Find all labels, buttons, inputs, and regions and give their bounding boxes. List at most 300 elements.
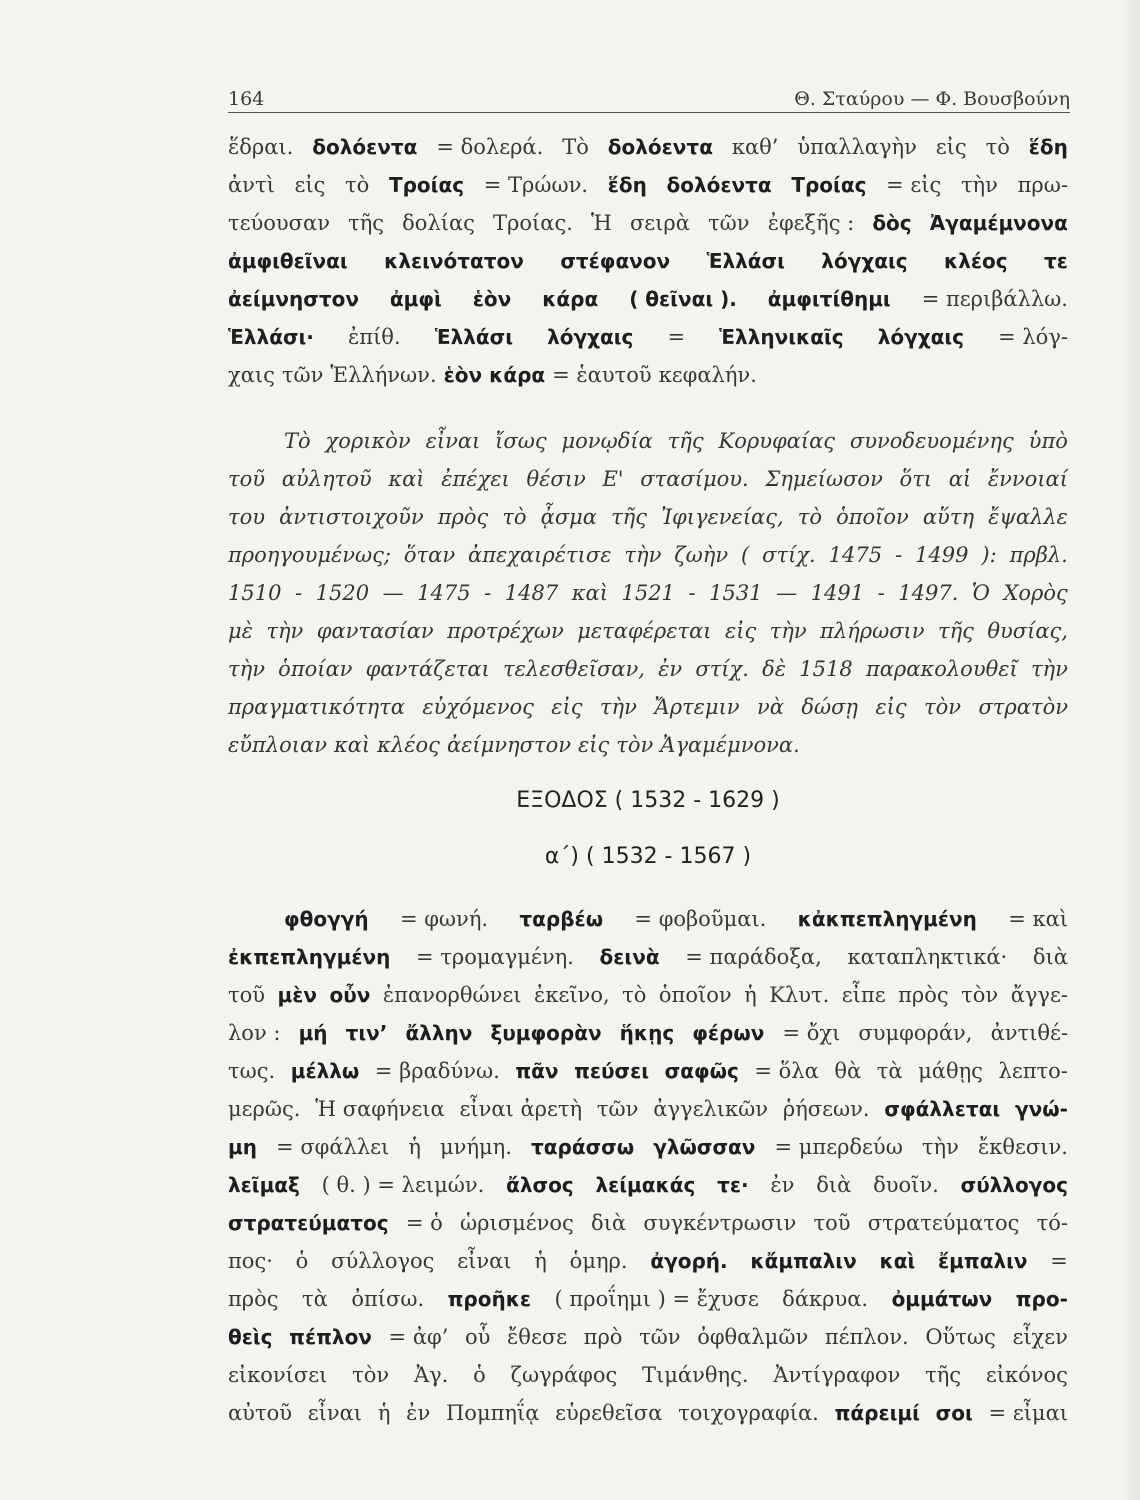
lemma-term: τιν’	[345, 1021, 388, 1045]
gloss-text: διὰ	[816, 1173, 852, 1197]
italic-word: εἰς	[875, 695, 907, 719]
lemma-term: πέπλον	[289, 1325, 372, 1349]
gloss-text: ὁποῖον	[658, 983, 732, 1007]
gloss-text: Κλυτ.	[769, 983, 830, 1007]
italic-word: δώσῃ	[801, 695, 858, 719]
page-number: 164	[228, 88, 265, 110]
italic-line	[228, 650, 1068, 688]
gloss-text: μάθῃς	[918, 1059, 983, 1083]
text-line	[228, 1204, 1068, 1242]
italic-word: εἰς	[724, 619, 757, 643]
italic-word: Ἀγαμέμνονα.	[660, 733, 800, 757]
italic-line	[228, 688, 1068, 726]
gloss-text: = δολερά.	[436, 135, 544, 159]
lemma-term: ἔμπαλιν	[938, 1249, 1028, 1273]
gloss-text: διὰ	[1032, 945, 1068, 969]
gloss-text: = τρομαγμένη.	[416, 945, 574, 969]
gloss-text: πρω-	[1017, 173, 1068, 197]
gloss-text: τῆς	[925, 1363, 962, 1387]
gloss-text: = ὅλα	[754, 1059, 819, 1083]
gloss-text: ὑπαλλαγὴν	[797, 135, 917, 159]
gloss-text: αὐτοῦ	[228, 1401, 292, 1425]
gloss-text: = εἰς	[886, 173, 942, 197]
lemma-term: μη	[228, 1135, 257, 1159]
gloss-text: ἐν	[770, 1173, 795, 1197]
lemma-term: μέλλω	[290, 1059, 360, 1083]
italic-word: αἱ	[948, 467, 972, 491]
gloss-text: = βραδύνω.	[374, 1059, 500, 1083]
italic-word: τὴν	[624, 543, 662, 567]
italic-line	[228, 726, 1068, 764]
gloss-text: ἐπίθ.	[348, 325, 401, 349]
lemma-term: ἑὸν	[472, 287, 512, 311]
lemma-term: στέφανον	[560, 249, 671, 273]
gloss-text: = ἀφ’	[388, 1325, 449, 1349]
italic-word: 1531	[709, 581, 763, 605]
italic-word: ἀείμνηστον	[446, 733, 571, 757]
italic-word: ἴσως	[495, 429, 547, 453]
lemma-term: Ἑλλάσι·	[228, 325, 314, 349]
lemma-term: ἕδη	[1028, 135, 1068, 159]
lemma-term: λόγχαις	[821, 249, 908, 273]
lemma-term: Ἀγαμέμνονα	[929, 211, 1068, 235]
italic-word: θέσιν	[526, 467, 586, 491]
gloss-text: καθ’	[731, 135, 779, 159]
italic-line	[228, 460, 1068, 498]
lemma-term: τε	[1044, 249, 1068, 273]
italic-word: ἐπέχει	[441, 467, 510, 491]
lemma-term: τε·	[717, 1173, 749, 1197]
lemma-term: κἄμπαλιν	[750, 1249, 857, 1273]
gloss-text: μερῶς.	[228, 1097, 301, 1121]
italic-word: εἰς	[577, 733, 610, 757]
italic-word: προηγουμένως;	[228, 543, 391, 567]
lemma-term: κλεινότατον	[384, 249, 524, 273]
italic-word: 1499	[915, 543, 969, 567]
gloss-text: ἕδραι.	[228, 135, 294, 159]
lemma-term: ἀμφὶ	[389, 287, 442, 311]
italic-word: ἀπεχαιρέτισε	[468, 543, 612, 567]
italic-word: στρατὸν	[978, 695, 1068, 719]
italic-word: τὸν	[616, 733, 654, 757]
italic-word: Κορυφαίας	[718, 429, 836, 453]
italic-line	[228, 612, 1068, 650]
italic-word: φαντασίαν	[316, 619, 434, 643]
gloss-text: ἔκθεσιν.	[977, 1135, 1068, 1159]
italic-word: Χορὸς	[1003, 581, 1068, 605]
gloss-text: τοιχογραφία.	[678, 1401, 819, 1425]
gloss-text: ὀφθαλμῶν	[697, 1325, 809, 1349]
gloss-text: ὁ	[473, 1363, 486, 1387]
gloss-text: Οὕτως	[925, 1325, 996, 1349]
gloss-text: τοῦ	[228, 983, 266, 1007]
lemma-term: προῆκε	[447, 1287, 532, 1311]
gloss-text: πρὸ	[583, 1325, 623, 1349]
italic-word: ἀντιστοιχοῦν	[279, 505, 424, 529]
gloss-text: εἶχεν	[1012, 1325, 1068, 1349]
gloss-text: ὡρισμένος	[460, 1211, 574, 1235]
running-title: Θ. Σταύρου — Φ. Βουσβούνη	[794, 88, 1070, 110]
gloss-text: τὰ	[876, 1059, 903, 1083]
italic-word: στίχ.	[762, 543, 816, 567]
lemma-term: ( θεῖναι ).	[629, 287, 737, 311]
italic-word: εἶναι	[425, 429, 481, 453]
italic-word: -	[895, 543, 903, 567]
italic-word: καὶ	[388, 467, 425, 491]
text-line	[228, 1394, 1068, 1432]
gloss-text: πρὸς	[898, 983, 949, 1007]
lemma-term: ταράσσω	[531, 1135, 635, 1159]
gloss-text: εἶναι	[457, 1249, 512, 1273]
gloss-text: τῶν	[281, 363, 324, 387]
gloss-text: ζωγράφος	[510, 1363, 618, 1387]
lemma-term: δεινὰ	[599, 945, 660, 969]
text-line	[228, 128, 1068, 166]
italic-line	[228, 574, 1068, 612]
italic-word: 1475	[417, 581, 471, 605]
italic-word: ὑπὸ	[1028, 429, 1068, 453]
italic-word: συνοδευομένης	[849, 429, 1014, 453]
lemma-term: καὶ	[879, 1249, 916, 1273]
italic-word: ζωὴν	[674, 543, 729, 567]
italic-word: χορικὸν	[325, 429, 411, 453]
lemma-term: κλέος	[944, 249, 1008, 273]
gloss-text: Τροίας.	[493, 211, 573, 235]
gloss-text: Τὸ	[562, 135, 589, 159]
lemma-term: κάρα	[542, 287, 599, 311]
gloss-text: ῥήσεων.	[782, 1097, 870, 1121]
gloss-text: ἐπανορθώνει	[382, 983, 522, 1007]
italic-word: -	[294, 581, 303, 605]
gloss-text: = περιβάλλω.	[921, 287, 1068, 311]
italic-word: κλέος	[377, 733, 440, 757]
gloss-text: τὸν	[352, 1363, 390, 1387]
italic-word: ὁποῖον	[836, 505, 909, 529]
italic-word: καὶ	[571, 581, 608, 605]
gloss-text: =	[1050, 1249, 1068, 1273]
italic-word: (	[741, 543, 750, 567]
gloss-text: = εἶμαι	[988, 1401, 1068, 1425]
italic-word: καὶ	[333, 733, 371, 757]
gloss-text: ἐν	[406, 1401, 431, 1425]
gloss-text: ὀπίσω.	[351, 1287, 425, 1311]
lemma-term: σοι	[935, 1401, 973, 1425]
italic-line	[228, 422, 1068, 460]
lemma-term: λεῖμαξ	[228, 1173, 300, 1197]
commentary-bottom	[228, 900, 1068, 1432]
running-header	[228, 76, 1070, 110]
gloss-text: ὁμηρ.	[569, 1249, 628, 1273]
italic-word: πρβλ.	[1009, 543, 1068, 567]
lemma-term: γλῶσσαν	[653, 1135, 756, 1159]
gloss-text: χαις	[228, 363, 275, 387]
lemma-term: ταρβέω	[519, 907, 604, 931]
italic-word: τοῦ	[228, 467, 266, 491]
lemma-term: λείμακάς	[595, 1173, 696, 1197]
gloss-text: ὁ	[295, 1249, 309, 1273]
italic-word: παρακολουθεῖ	[865, 657, 1018, 681]
gloss-text: τὴν	[960, 173, 998, 197]
lemma-term: ἀγορή.	[650, 1249, 728, 1273]
gloss-text: σύλλογος	[331, 1249, 435, 1273]
italic-word: ἐν	[658, 657, 683, 681]
gloss-text: = σφάλλει	[276, 1135, 390, 1159]
lemma-term: προ-	[1015, 1287, 1068, 1311]
lemma-term: ἑὸν	[443, 363, 483, 387]
text-line	[228, 1014, 1068, 1052]
italic-word: εὐχόμενος	[422, 695, 534, 719]
lemma-term: ἄλσος	[506, 1173, 574, 1197]
gloss-text: λεπτο-	[998, 1059, 1068, 1083]
italic-word: τελεσθεῖσαν,	[503, 657, 645, 681]
lemma-term: ἄλλην	[405, 1021, 473, 1045]
lemma-term: ἀείμνηστον	[228, 287, 359, 311]
italic-paragraph	[228, 422, 1068, 764]
italic-word: τὴν	[266, 619, 304, 643]
italic-word: Ἄρτεμιν	[654, 695, 740, 719]
lemma-term: ἀμφιθεῖναι	[228, 249, 348, 273]
text-line	[228, 938, 1068, 976]
text-line	[228, 166, 1068, 204]
lemma-term: λόγχαις	[877, 325, 965, 349]
lemma-term: Τροίας	[791, 173, 867, 197]
gloss-text: = ὄχι	[782, 1021, 841, 1045]
lemma-term: σφάλλεται	[884, 1097, 1001, 1121]
gloss-text: τὸ	[622, 983, 647, 1007]
text-line	[228, 900, 1068, 938]
gloss-text: συγκέντρωσιν	[643, 1211, 797, 1235]
gloss-text: Ἡ	[591, 211, 612, 235]
text-line	[228, 1356, 1068, 1394]
gloss-text: καταπληκτικά·	[847, 945, 1008, 969]
italic-word: 1520	[315, 581, 370, 605]
italic-line	[228, 536, 1068, 574]
italic-word: μονῳδία	[561, 429, 653, 453]
italic-word: ὅταν	[403, 543, 456, 567]
gloss-text: εἰκόνος	[985, 1363, 1068, 1387]
text-line	[228, 976, 1068, 1014]
gloss-text: = καὶ	[1008, 907, 1068, 931]
italic-word: —	[776, 581, 798, 605]
italic-word: τὸ	[502, 505, 527, 529]
gloss-text: ἄγγε-	[1010, 983, 1068, 1007]
lemma-term: σαφῶς	[664, 1059, 739, 1083]
lemma-term: ἐκπεπληγμένη	[228, 945, 391, 969]
italic-word: τὴν	[1030, 657, 1068, 681]
lemma-term: ἀμφιτίθημι	[767, 287, 891, 311]
gloss-text: τὰ	[302, 1287, 328, 1311]
gloss-text: τῶν	[708, 211, 750, 235]
gloss-text: εἶπε	[841, 983, 886, 1007]
lemma-term: λόγχαις	[547, 325, 634, 349]
gloss-text: κεφαλήν.	[658, 363, 757, 387]
lemma-term: πεύσει	[574, 1059, 650, 1083]
lemma-term: φέρων	[692, 1021, 765, 1045]
gloss-text: = φοβοῦμαι.	[634, 907, 767, 931]
italic-word: Ὁ	[971, 581, 990, 605]
gloss-text: τῶν	[639, 1325, 681, 1349]
gloss-text: = παράδοξα,	[685, 945, 822, 969]
italic-word: πλήρωσιν	[820, 619, 925, 643]
italic-word: τὴν	[769, 619, 807, 643]
italic-word: τὴν	[599, 695, 637, 719]
italic-word: 1497.	[898, 581, 959, 605]
italic-word: Ἰφιγενείας,	[661, 505, 784, 529]
lemma-term: πᾶν	[515, 1059, 559, 1083]
italic-word: 1491	[810, 581, 865, 605]
gloss-text: =	[667, 325, 686, 349]
gloss-text: σειρὰ	[629, 211, 690, 235]
italic-word: ἔννοιαί	[987, 467, 1068, 491]
lemma-term: στρατεύματος	[228, 1211, 389, 1235]
gloss-text: εἰς	[294, 173, 326, 197]
gloss-text: Ἑλλήνων.	[330, 363, 437, 387]
lemma-term: ὀμμάτων	[891, 1287, 993, 1311]
italic-word: τὸν	[924, 695, 962, 719]
header-rule	[228, 112, 1070, 113]
italic-word: ὁποίαν	[278, 657, 353, 681]
italic-word: 1518	[799, 657, 853, 681]
lemma-term: ξυμφορὰν	[490, 1021, 602, 1045]
lemma-term: οὖν	[329, 983, 371, 1007]
gloss-text: πρὸς	[228, 1287, 279, 1311]
gloss-text: ἀντὶ	[228, 173, 275, 197]
lemma-term: γνώ-	[1014, 1097, 1068, 1121]
lemma-term: ἥκῃς	[619, 1021, 675, 1045]
lemma-term: κάρα	[489, 363, 546, 387]
italic-word: προτρέχων	[447, 619, 564, 643]
gloss-text: ἡ	[744, 983, 757, 1007]
gloss-text: τὴν	[921, 1135, 959, 1159]
italic-word: εὔπλοιαν	[228, 733, 327, 757]
italic-word: -	[484, 581, 492, 605]
italic-word: δὲ	[762, 657, 787, 681]
gloss-text: θὰ	[834, 1059, 862, 1083]
gloss-text: στρατεύματος	[867, 1211, 1020, 1235]
lemma-term: δολόεντα	[666, 173, 772, 197]
lemma-term: Ἑλληνικαῖς	[719, 325, 844, 349]
text-line	[228, 1242, 1068, 1280]
lemma-term: κἀκπεπληγμένη	[797, 907, 977, 931]
italic-word: στασίμου.	[640, 467, 749, 491]
italic-word: ὅτι	[899, 467, 933, 491]
gloss-text: ( προΐημι ) = ἔχυσε	[554, 1287, 759, 1311]
lemma-term: Τροίας	[388, 173, 465, 197]
italic-word: νὰ	[756, 695, 784, 719]
italic-word: πρὸς	[437, 505, 489, 529]
commentary-top	[228, 128, 1068, 394]
italic-word: ᾆσμα	[540, 505, 597, 529]
gloss-text: τῆς	[348, 211, 385, 235]
lemma-term: φθογγή	[284, 907, 369, 931]
italic-word: Τὸ	[284, 429, 311, 453]
gloss-text: ἐκεῖνο,	[534, 983, 610, 1007]
italic-word: 1510	[228, 581, 282, 605]
gloss-text: οὗ	[465, 1325, 491, 1349]
italic-word: τῆς	[937, 619, 974, 643]
italic-word: -	[688, 581, 696, 605]
gloss-text: εἶναι	[307, 1401, 363, 1425]
italic-word: Σημείωσον	[765, 467, 883, 491]
italic-word: πραγματικότητα	[228, 695, 405, 719]
gloss-text: τὸ	[345, 173, 370, 197]
lemma-term: δὸς	[872, 211, 912, 235]
gloss-text: ἡ	[377, 1401, 391, 1425]
italic-word: ):	[981, 543, 997, 567]
gloss-text: εὑρεθεῖσα	[555, 1401, 663, 1425]
gloss-text: ἡ	[534, 1249, 547, 1273]
gloss-text: ἔθεσε	[507, 1325, 568, 1349]
italic-line	[228, 498, 1068, 536]
gloss-text: ἡ	[408, 1135, 421, 1159]
gloss-text: Τιμάνθης.	[642, 1363, 749, 1387]
lemma-term: μὲν	[277, 983, 318, 1007]
gloss-text: = Τρώων.	[483, 173, 589, 197]
italic-word: εἰς	[551, 695, 583, 719]
text-line	[228, 1090, 1068, 1128]
gloss-text: τεύουσαν	[228, 211, 330, 235]
gloss-text: δάκρυα.	[782, 1287, 869, 1311]
gloss-text: τῶν	[596, 1097, 639, 1121]
italic-word: του	[228, 505, 266, 529]
gloss-text: δολίας	[402, 211, 475, 235]
gloss-text: εἰκονίσει	[228, 1363, 328, 1387]
text-line	[228, 1280, 1068, 1318]
gloss-text: ( θ. ) = λειμών.	[321, 1173, 485, 1197]
gloss-text: = μπερδεύω	[774, 1135, 903, 1159]
gloss-text: συμφοράν,	[858, 1021, 973, 1045]
italic-word: μεταφέρεται	[577, 619, 712, 643]
text-line	[228, 242, 1068, 280]
scan-edge-shadow	[1122, 0, 1140, 1500]
italic-word: στίχ.	[695, 657, 749, 681]
italic-word: 1475	[828, 543, 883, 567]
gloss-text: ἀντιθέ-	[990, 1021, 1068, 1045]
italic-word: θυσίας,	[987, 619, 1068, 643]
section-subtitle: α΄) ( 1532 - 1567 )	[544, 844, 752, 869]
lemma-term: Ἑλλάσι	[706, 249, 785, 273]
italic-word: -	[877, 581, 885, 605]
gloss-text: = λόγ-	[998, 325, 1068, 349]
lemma-term: θεὶς	[228, 1325, 273, 1349]
gloss-text: = ἑαυτοῦ	[552, 363, 652, 387]
italic-word: μὲ	[228, 619, 253, 643]
lemma-term: πάρειμί	[834, 1401, 920, 1425]
text-line	[228, 280, 1068, 318]
gloss-text: εἰς	[935, 135, 967, 159]
gloss-text: δυοῖν.	[873, 1173, 939, 1197]
text-line	[228, 356, 1068, 394]
italic-word: τὴν	[228, 657, 265, 681]
gloss-text: λον :	[228, 1021, 281, 1045]
gloss-text: ἀγγελικῶν	[653, 1097, 769, 1121]
italic-word: 1487	[504, 581, 559, 605]
gloss-text: = φωνή.	[399, 907, 489, 931]
gloss-text: μνήμη.	[440, 1135, 512, 1159]
gloss-text: τὸ	[985, 135, 1010, 159]
text-line	[228, 1052, 1068, 1090]
italic-word: τῆς	[611, 505, 648, 529]
gloss-text: Ἀντίγραφον	[773, 1363, 901, 1387]
gloss-text: τοῦ	[813, 1211, 851, 1235]
gloss-text: Πομπηΐᾳ	[445, 1401, 540, 1425]
lemma-term: Ἑλλάσι	[434, 325, 514, 349]
text-line	[228, 1128, 1068, 1166]
gloss-text: διὰ	[591, 1211, 627, 1235]
italic-word: αὐλητοῦ	[281, 467, 372, 491]
lemma-term: μή	[298, 1021, 328, 1045]
gloss-text: τό-	[1036, 1211, 1068, 1235]
